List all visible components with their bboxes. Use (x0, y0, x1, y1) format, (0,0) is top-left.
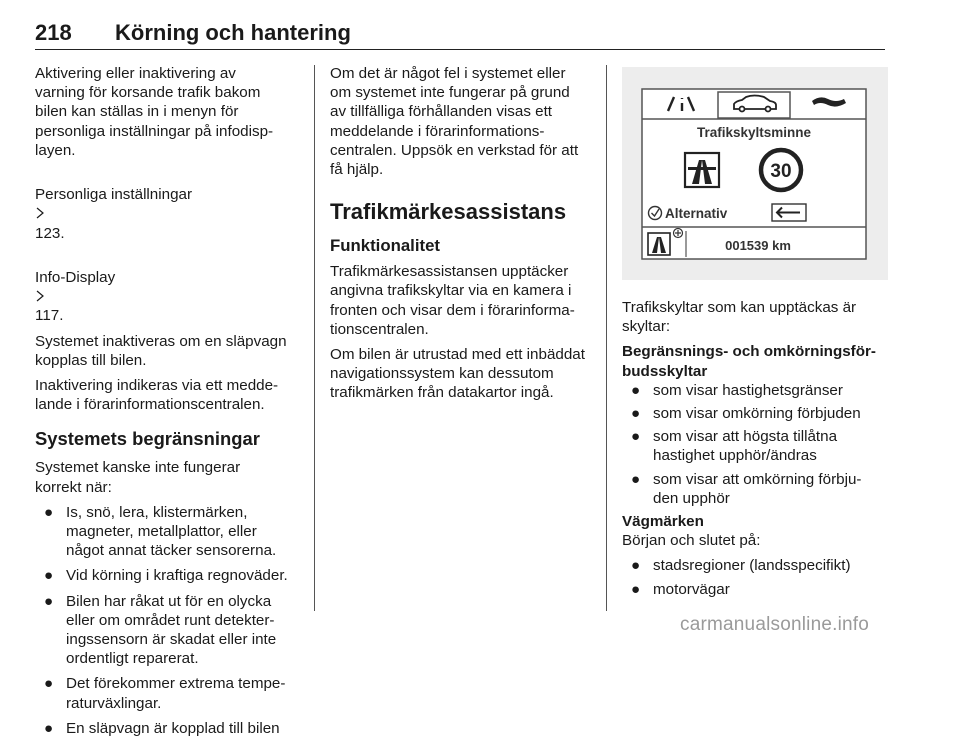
arrow-reference-icon (35, 288, 45, 305)
bullet-icon: ● (631, 470, 641, 488)
page-header (35, 20, 885, 50)
paragraph-may-not-work: Systemet kanske inte fungerar korrekt när: (35, 459, 241, 496)
ref-page: 117. (35, 307, 64, 325)
bullet-icon: ● (44, 592, 54, 610)
bullet-icon: ● (631, 428, 641, 446)
arrow-reference-icon (35, 205, 45, 222)
column-divider (314, 65, 315, 611)
bullet-icon: ● (44, 567, 54, 585)
list-item: ● Is, snö, lera, klistermärken, magneter, metallplattor, eller något annat täcker sensorerna. (44, 503, 277, 560)
bullet-icon: ● (631, 580, 641, 598)
driver-info-display (622, 67, 888, 280)
bullet-icon: ● (631, 381, 641, 399)
paragraph-indication: Inaktivering indikeras via ett medde- lande i förarinformationscentralen. (35, 377, 279, 414)
speed-limit-sign-icon (761, 150, 801, 190)
subheading-functionality: Funktionalitet (330, 236, 441, 256)
header-rule (35, 49, 885, 50)
bullet-icon: ● (44, 719, 54, 737)
option-label: Alternativ (665, 206, 728, 221)
column-1 (35, 64, 303, 744)
ref-text: Personliga inställningar (35, 186, 193, 204)
list-item: ● som visar hastighetsgränser (631, 381, 843, 399)
section-heading-traffic-sign-assistant: Trafikmärkesassistans (330, 199, 567, 225)
column-2 (330, 64, 598, 409)
column-divider (606, 65, 607, 611)
paragraph-trailer: Systemet inaktiveras om en släpvagn kopplas till bilen. (35, 332, 287, 369)
watermark: carmanualsonline.info (680, 614, 870, 635)
page-number: 218 (35, 20, 72, 45)
list-item: ● Bilen har råkat ut för en olycka eller om området runt detekter- ingssensorn är skadat eller inte ordentligt reparerat. (44, 592, 277, 668)
column-3 (622, 67, 888, 603)
paragraph-info-display-ref (35, 249, 303, 326)
display-title: Trafikskyltsminne (696, 125, 812, 140)
section-heading-limitations: Systemets begränsningar (35, 428, 260, 450)
subheading-restriction-signs: Begränsnings- och omkörningsför- budsskyltar (622, 343, 876, 380)
restriction-signs-list (622, 381, 888, 508)
list-item: ● motorvägar (631, 580, 730, 598)
paragraph-personal-settings-ref (35, 166, 303, 243)
bullet-icon: ● (44, 675, 54, 693)
motorway-sign-icon (685, 153, 719, 187)
list-item: ● En släpvagn är kopplad till bilen (44, 719, 280, 737)
list-item: ● stadsregioner (landsspecifikt) (631, 557, 851, 575)
back-arrow-icon (772, 204, 806, 221)
paragraph-start-end: Början och slutet på: (622, 532, 761, 550)
road-signs-list (622, 556, 888, 598)
list-item: ● som visar omkörning förbjuden (631, 405, 861, 423)
paragraph-system-fault: Om det är något fel i systemet eller om systemet inte fungerar på grund av tillfälliga förhållanden visas ett meddelande i förarinformations- centralen. Uppsök en verkstad för att få hjälp. (330, 65, 579, 179)
bullet-icon: ● (631, 557, 641, 575)
odometer-readout: 001539 km (725, 238, 791, 253)
ref-text: Info-Display (35, 269, 116, 287)
paragraph-detection: Trafikmärkesassistansen upptäcker angivna trafikskyltar via en kamera i fronten och visar dem i förarinforma- tionscentralen. (330, 263, 575, 338)
list-item: ● Vid körning i kraftiga regnoväder. (44, 567, 288, 585)
speed-limit-value: 30 (770, 161, 792, 182)
list-item: ● som visar att högsta tillåtna hastighet upphör/ändras (631, 428, 838, 465)
subheading-road-signs: Vägmärken (622, 513, 704, 531)
ref-page: 123. (35, 224, 65, 242)
bullet-icon: ● (631, 405, 641, 423)
motorway-sign-small-icon (648, 233, 670, 255)
paragraph-detectable-signs: Trafikskyltar som kan upptäckas är skyltar: (622, 299, 857, 336)
bullet-icon: ● (44, 503, 54, 521)
list-item: ● som visar att omkörning förbju- den upphör (631, 470, 862, 507)
paragraph-activation: Aktivering eller inaktivering av varning för korsande trafik bakom bilen kan ställas in i menyn för personliga inställningar på infodisp- layen. (35, 65, 274, 159)
limitations-list (35, 503, 303, 738)
paragraph-navigation: Om bilen är utrustad med ett inbäddat navigationssystem kan dessutom trafikmärken från datakartor ingå. (330, 346, 585, 402)
display-illustration (622, 67, 888, 280)
chapter-title: Körning och hantering (115, 20, 351, 45)
list-item: ● Det förekommer extrema tempe- raturväxlingar. (44, 675, 286, 712)
